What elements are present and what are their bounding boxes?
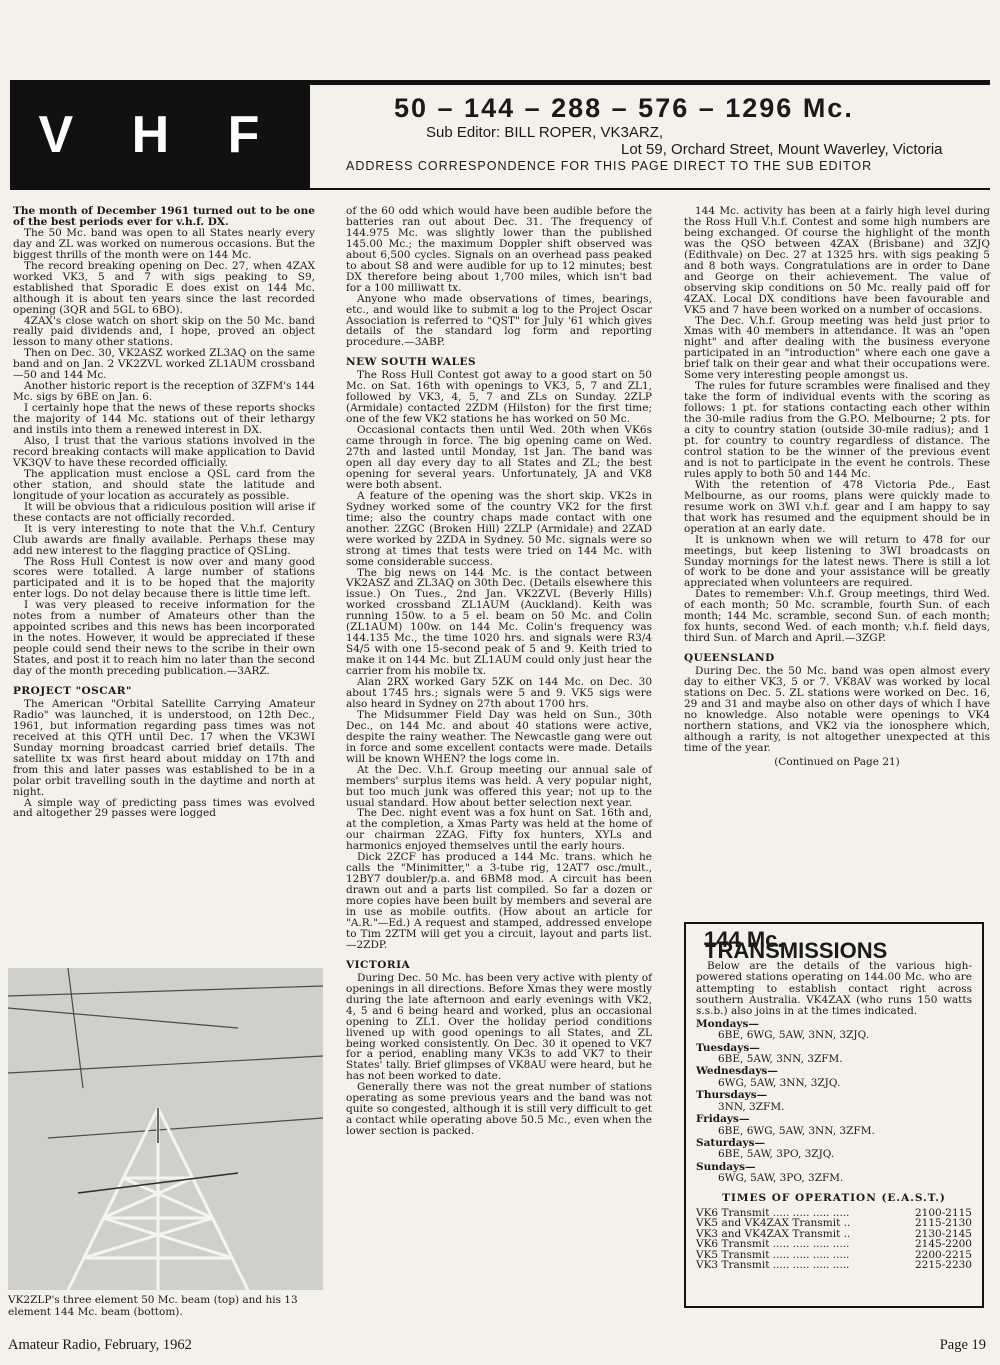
times-label: VK5 Transmit ..... ..... ..... ..... (696, 1248, 850, 1261)
paragraph: A simple way of predicting pass times was evolved and altogether 29 passes were logged (13, 796, 315, 820)
schedule-stations: 6BE, 6WG, 5AW, 3NN, 3ZJQ. (718, 1029, 870, 1042)
footer-page-number: Page 19 (939, 1337, 986, 1353)
times-label: VK3 and VK4ZAX Transmit .. (696, 1227, 851, 1240)
paragraph: The record breaking opening on Dec. 27, when 4ZAX worked VK3, 5 and 7 with sigs peaking to S9, established that Sporadic E does exist on 144 Mc. although it is about ten years since the last recorded opening (3QR and 5GL to 6BO). (13, 259, 315, 316)
times-value: 2115-2130 (915, 1217, 972, 1230)
paragraph: At the Dec. V.h.f. Group meeting our annual sale of members' surplus items was held. A very popular night, but too much junk was offered this year; not up to the usual standard. How about better selection next year. (346, 763, 652, 809)
times-value: 2100-2115 (915, 1206, 972, 1219)
paragraph: The Dec. V.h.f. Group meeting was held just prior to Xmas with 40 members in attendance. It was an "open night" and after dealing with the business everyone participated in an "introduction" where each one gave a brief talk on their gear and what their occupations were. Some very interesting people amongst us. (684, 314, 990, 382)
paragraph: I certainly hope that the news of these reports shocks the majority of 144 Mc. stations out of their lethargy and instils into them a renewed interest in DX. (13, 402, 315, 437)
times-row (696, 1260, 972, 1271)
paragraph: Generally there was not the great number of stations operating as some previous years and the band was not quite so congested, although it is still very difficult to get a contact while operating above 50.5 Mc., even when the lower section is packed. (346, 1081, 652, 1138)
schedule-day: Wednesdays— (696, 1065, 778, 1078)
paragraph: During Dec. the 50 Mc. band was open almost every day to either VK3, 5 or 7. VK8AV was worked by local stations on Dec. 5. ZL stations were worked on Dec. 16, 29 and 31 and maybe also on other days of which I have no knowledge. Also notable were openings to VK4 northern stations, and VK2 via the ionosphere which, although a rarity, is not altogether unexpected at this time of the year. (684, 665, 990, 754)
paragraph: Occasional contacts then until Wed. 20th when VK6s came through in force. The big opening came on Wed. 27th and lasted until Monday, 1st Jan. The band was open all day every day to all States and ZL; the best opening for several years. Unfortunately, JA and VK8 were both absent. (346, 424, 652, 491)
schedule-day: Fridays— (696, 1113, 750, 1126)
paragraph: The American "Orbital Satellite Carrying Amateur Radio" was launched, it is understood, on 12th Dec., 1961, but information regarding pass times was not received at this QTH until Dec. 17 when the VK3WI Sunday morning broadcast carried brief details. The satellite tx was first heard about midday on 17th and from this and later passes was established to be in a polar orbit travelling south in the daytime and north at night. (13, 697, 315, 798)
schedule-day: Sundays— (696, 1160, 756, 1173)
schedule-list (696, 1019, 972, 1185)
section-heading: PROJECT "OSCAR" (13, 684, 132, 697)
paragraph: The Ross Hull Contest got away to a good start on 50 Mc. on Sat. 16th with openings to VK3, 5, 7 and ZL1, followed by VK3, 4, 5, 7 and ZLs on Sunday. 2ZLP (Armidale) contacted 2ZDM (Hilston) for the first time; one of the few VK2 stations he has worked on 50 Mc. (346, 369, 652, 426)
paragraph: of the 60 odd which would have been audible before the batteries ran out about Dec. 31. The frequency of 144.975 Mc. was slightly lower than the published 145.00 Mc.; the maximum Doppler shift observed was about 6,500 cycles. Signals on an overhead pass peaked to about S8 and were audible for up to 12 minutes; best DX therefore being about 1,700 miles, which isn't bad for a 100 milliwatt tx. (346, 205, 652, 294)
schedule-stations: 6BE, 6WG, 5AW, 3NN, 3ZFM. (718, 1124, 875, 1137)
paragraph: The 50 Mc. band was open to all States nearly every day and ZL was worked on numerous occasions. But the biggest thrills of the month were on 144 Mc. (13, 226, 315, 261)
times-value: 2130-2145 (915, 1227, 972, 1240)
photo-caption: VK2ZLP's three element 50 Mc. beam (top) and his 13 element 144 Mc. beam (bottom). (8, 1294, 298, 1318)
paragraph: During Dec. 50 Mc. has been very active with plenty of openings in all directions. Before Xmas they were mostly during the late afternoon and early evenings with VK2, 4, 5 and 6 being heard and worked, plus an occasional opening to ZL1. Over the holiday period conditions livened up with good openings to all States, and ZL being worked consistently. On Dec. 30 it opened to VK7 for a period, enabling many VK3s to add VK7 to their States' tally. Brief glimpses of VK8AU were heard, but he has not been worked to date. (346, 971, 652, 1083)
paragraph: 4ZAX's close watch on short skip on the 50 Mc. band really paid dividends and, I hope, proved an object lesson to many other stations. (13, 314, 315, 349)
page-header (10, 80, 990, 190)
times-heading: TIMES OF OPERATION (E.A.S.T.) (722, 1191, 946, 1204)
transmissions-intro: Below are the details of the various high-powered stations operating on 144.00 Mc. who are attempting to establish contact right across southern Australia. VK4ZAX (who runs 150 watts s.s.b.) also joins in at the times indicated. (696, 959, 972, 1018)
schedule-day: Tuesdays— (696, 1041, 760, 1054)
paragraph: 144 Mc. activity has been at a fairly high level during the Ross Hull V.h.f. Contest and some high numbers are being exchanged. Of course the highlight of the month was the QSO between 4ZAX (Brisbane) and 3ZJQ (Edithvale) on Dec. 27 at 1325 hrs. with sigs peaking 5 and 8 both ways. Congratulations are in order to Dane and George on their achievement. The value of observing skip conditions on 50 Mc. really paid off for 4ZAX. Local DX conditions have been favourable and VK5 and 7 have been worked on a number of occasions. (684, 205, 990, 316)
times-value: 2215-2230 (915, 1259, 972, 1272)
paragraph: The application must enclose a QSL card from the other station, and should state the latitude and longitude of your location as accurately as possible. (13, 467, 315, 502)
paragraph: Alan 2RX worked Gary 5ZK on 144 Mc. on Dec. 30 about 1745 hrs.; signals were 5 and 9. VK5 sigs were also heard in Sydney on 27th about 1700 hrs. (346, 676, 652, 710)
transmissions-box (684, 922, 984, 1308)
continued-note: (Continued on Page 21) (774, 755, 900, 768)
schedule-day: Mondays— (696, 1017, 759, 1030)
times-label: VK3 Transmit ..... ..... ..... ..... (696, 1259, 850, 1272)
times-label: VK5 and VK4ZAX Transmit .. (696, 1217, 851, 1230)
section-heading: NEW SOUTH WALES (346, 356, 477, 369)
section-heading: VICTORIA (346, 958, 411, 971)
paragraph: Dates to remember: V.h.f. Group meetings, third Wed. of each month; 50 Mc. scramble, fourth Sun. of each month; 144 Mc. scramble, second Sun. of each month; fox hunts, second Wed. of each month; v.h.f. field days, third Sun. of March and April.—3ZGP. (684, 588, 990, 645)
schedule-stations: 6BE, 5AW, 3PO, 3ZJQ. (718, 1148, 835, 1161)
paragraph: With the retention of 478 Victoria Pde., East Melbourne, as our rooms, plans were quickly made to resume work on 3WI v.h.f. gear and I am happy to say that work has resumed and the equipment should be in operation at an early date. (684, 478, 990, 535)
paragraph: It is unknown when we will return to 478 for our meetings, but keep listening to 3WI broadcasts on Sunday mornings for the latest news. There is still a lot of work to be done and your assistance will be greatly appreciated when volunteers are required. (684, 533, 990, 590)
paragraph: The big news on 144 Mc. is the contact between VK2ASZ and ZL3AQ on 30th Dec. (Details elsewhere this issue.) On Tues., 2nd Jan. VK2ZVL (Beverly Hills) worked crossband ZL1AUM (Auckland). Keith was running 150w. to a 5 el. beam on 50 Mc. and Colin (ZL1AUM) 100w. on 144 Mc. Colin's frequency was 144.135 Mc., the time 1020 hrs. and signals were R3/4 S4/5 with one 15-second peak of 5 and 9. Keith tried to make it on 144 Mc. but ZL1AUM could only just hear the carrier from his mobile tx. (346, 566, 652, 678)
schedule-stations: 6BE, 5AW, 3NN, 3ZFM. (718, 1053, 843, 1066)
paragraph: Anyone who made observations of times, bearings, etc., and would like to submit a log to the Project Oscar Association is referred to "QST" for July '61 which gives details of the standard log form and reporting procedure.—3ABP. (346, 292, 652, 349)
section-title: V H F (10, 80, 310, 190)
times-label: VK6 Transmit ..... ..... ..... ..... (696, 1206, 850, 1219)
paragraph: Also, I trust that the various stations involved in the record breaking contacts will make application to David VK3QV to have these recorded officially. (13, 435, 315, 469)
paragraph: I was very pleased to receive information for the notes from a number of Amateurs other than the appointed scribes and this news has been incorporated in the notes. However, it would be appreciated if these people could send their news to the scribe in their own States, and post it to reach him no later than the second day of the month preceding publication.—3ARZ. (13, 599, 315, 678)
paragraph: The Dec. night event was a fox hunt on Sat. 16th and, at the completion, a Xmas Party was held at the home of our chairman 2ZAG. Fifty fox hunters, XYLs and harmonics enjoyed themselves until the early hours. (346, 807, 652, 853)
paragraph: The rules for future scrambles were finalised and they take the form of individual events with the scoring as follows: 1 pt. for stations contacting each other within the 30-mile radius from the G.P.O. Melbourne; 2 pts. for a city to country station (outside 30-mile radius); and 1 pt. for country to country regardless of distance. The control station to be the winner of the previous event and is not to participate in the event he controls. These rules apply to both 50 and 144 Mc. (684, 380, 990, 480)
schedule-day: Thursdays— (696, 1089, 768, 1102)
times-value: 2145-2200 (915, 1238, 972, 1251)
sub-editor-block (346, 124, 990, 175)
correspondence-note: ADDRESS CORRESPONDENCE FOR THIS PAGE DIRECT TO THE SUB EDITOR (346, 159, 873, 173)
lead-paragraph: The month of December 1961 turned out to be one of the best periods ever for v.h.f. DX. (13, 205, 315, 228)
paragraph: Dick 2ZCF has produced a 144 Mc. trans. which he calls the "Minimitter," a 3-tube rig, 12AT7 osc./mult., 12BY7 doubler/p.a. and 6BM8 mod. A circuit has been drawn out and a parts list compiled. So far a dozen or more copies have been built by members and several are in use as mobile outfits. (How about an article for "A.R."—Ed.) A request and stamped, addressed envelope to Tim 2ZTM will get you a circuit, layout and parts list.—2ZDP. (346, 851, 652, 951)
times-table (696, 1208, 972, 1271)
paragraph: It will be obvious that a ridiculous position will arise if these contacts are not officially recorded. (13, 500, 315, 524)
sub-editor: Sub Editor: BILL ROPER, VK3ARZ, (426, 124, 664, 141)
paragraph: The Midsummer Field Day was held on Sun., 30th Dec., on 144 Mc. and about 40 stations were active, despite the rainy weather. The Newcastle gang were out in force and some excellent contacts were made. Details will be known WHEN? the logs come in. (346, 708, 652, 765)
paragraph: A feature of the opening was the short skip. VK2s in Sydney worked some of the country VK2 for the first time; also the country chaps made contact with one another. 2ZGC (Broken Hill) 2ZLP (Armidale) and 2ZAD were worked by 2ZDA in Sydney. 50 Mc. signals were so strong at times that tests were tried on 144 Mc. with some considerable success. (346, 489, 652, 568)
paragraph: Then on Dec. 30, VK2ASZ worked ZL3AQ on the same band and on Jan. 2 VK2ZVL worked ZL1AUM crossband—50 and 144 Mc. (13, 347, 315, 382)
paragraph: Another historic report is the reception of 3ZFM's 144 Mc. sigs by 6BE on Jan. 6. (13, 380, 315, 404)
paragraph: The Ross Hull Contest is now over and many good scores were totalled. A large number of stations participated and it is to be hoped that the majority enter logs. Do not delay because there is little time left. (13, 555, 315, 601)
antenna-photo-image (8, 968, 323, 1290)
schedule-stations: 3NN, 3ZFM. (718, 1100, 785, 1113)
schedule-stations: 6WG, 5AW, 3PO, 3ZFM. (718, 1172, 844, 1185)
header-details (310, 80, 990, 190)
times-label: VK6 Transmit ..... ..... ..... ..... (696, 1238, 850, 1251)
footer-publication: Amateur Radio, February, 1962 (8, 1337, 192, 1353)
schedule-stations: 6WG, 5AW, 3NN, 3ZJQ. (718, 1076, 841, 1089)
bands-title: 50 – 144 – 288 – 576 – 1296 Mc. (394, 93, 854, 123)
transmissions-title: 144 Mc. TRANSMISSIONS (704, 927, 888, 964)
times-value: 2200-2215 (915, 1248, 972, 1261)
antenna-photo (8, 968, 323, 1290)
column-1 (13, 206, 315, 819)
schedule-day: Saturdays— (696, 1136, 766, 1149)
section-heading: QUEENSLAND (684, 652, 775, 665)
column-2 (346, 206, 652, 1137)
paragraph: It is very interesting to note that the V.h.f. Century Club awards are finally available. Perhaps these may add new interest to the flagging practice of QSLing. (13, 522, 315, 557)
sub-editor-address: Lot 59, Orchard Street, Mount Waverley, Victoria (621, 141, 943, 158)
column-3 (684, 206, 990, 768)
